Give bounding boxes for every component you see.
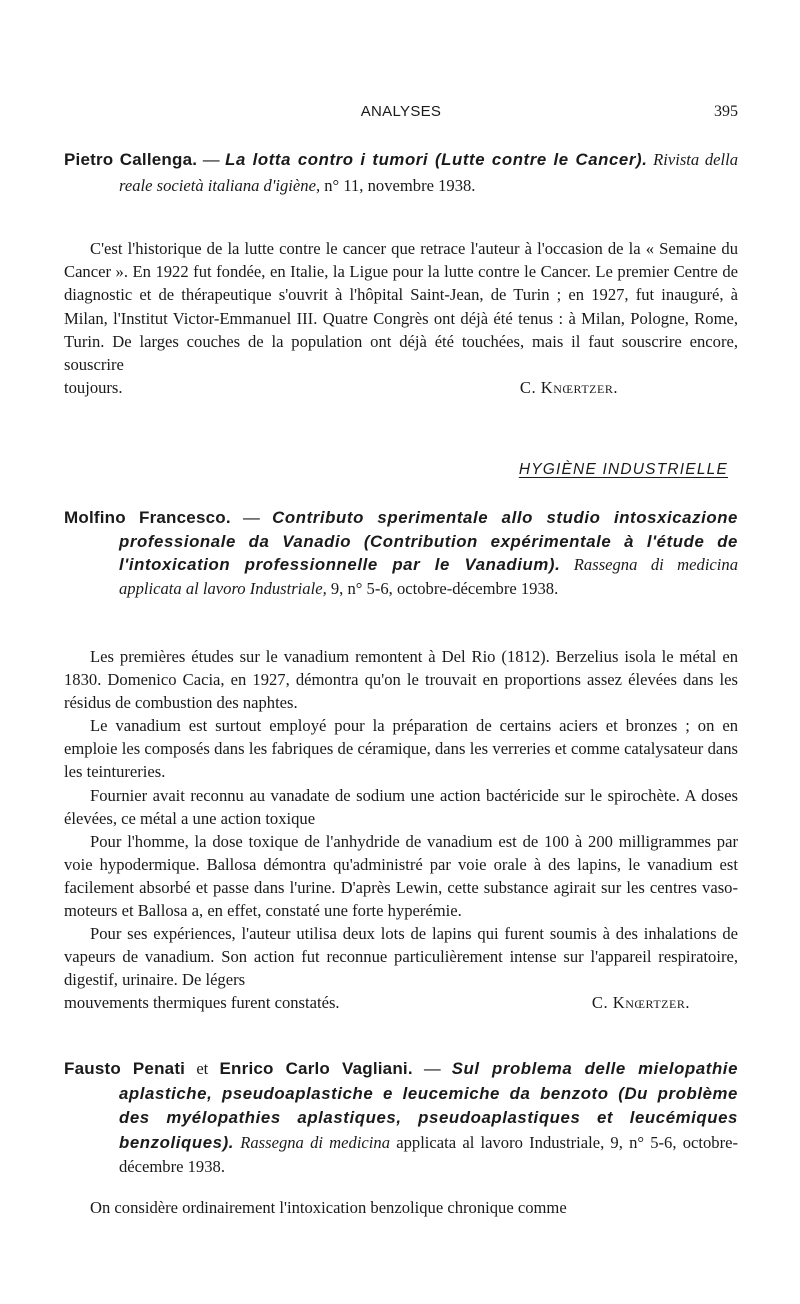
running-title: ANALYSES xyxy=(360,103,442,120)
article-1-abstract xyxy=(64,237,738,399)
article-2-title: Contributo sperimentale allo studio intosxicazione professionale da Vanadio (Contribution expérimentale à l'étude de l'intoxication professionnelle par le Vanadium). xyxy=(119,508,738,574)
article-1-abstract-text: C'est l'historique de la lutte contre le cancer que retrace l'auteur à l'occasion de la « Semaine du Cancer ». En 1922 fut fondée, en Italie, la Ligue pour la lutte contre le Cancer. Le premier Centre de diagnostic et de thérapeutique s'ouvrit à l'hôpital Saint-Jean, de Turin ; en 1927, fut inauguré, à Milan, l'Institut Victor-Emmanuel III. Quatre Congrès ont déjà été tenus : à Milan, Pologne, Rome, Turin. De larges couches de la population ont déjà été touchées, mais il faut souscrire encore, souscrire xyxy=(64,239,738,375)
article-2-paragraph: Le vanadium est surtout employé pour la préparation de certains aciers et bronzes ; on en emploie les composés dans les fabriques de céramique, dans les verreries et comme catalysateur dans les teintureries. xyxy=(64,716,738,782)
section-heading: HYGIÈNE INDUSTRIELLE xyxy=(518,461,728,478)
article-1-signature-line xyxy=(64,376,738,399)
article-1-author: Pietro Callenga. xyxy=(64,150,198,169)
running-header xyxy=(64,100,738,124)
article-1-journal: Rivista della reale società italiana d'igiène, xyxy=(119,150,739,195)
article-1-signature: C. Knœrtzer. xyxy=(519,378,618,398)
article-2-author: Molfino Francesco. xyxy=(64,508,231,527)
article-3-reference xyxy=(64,1057,738,1180)
article-3-abstract-start: On considère ordinairement l'intoxication benzolique chronique comme xyxy=(90,1198,567,1217)
article-2-issue: 9, n° 5-6, octobre-décembre 1938. xyxy=(330,578,559,598)
page-number: 395 xyxy=(714,103,738,120)
article-3-journal: Rassegna di medicina xyxy=(240,1132,391,1152)
article-2-dash: — xyxy=(243,508,260,527)
article-2-signature-line xyxy=(64,991,738,1014)
article-1-abstract-last: toujours. xyxy=(64,378,123,398)
article-2-journal: Rassegna di medicina applicata al lavoro Industriale, xyxy=(119,555,738,598)
article-3-conjunction: et xyxy=(196,1059,209,1078)
article-2-abstract xyxy=(64,645,738,1015)
article-3-author: Fausto Penati xyxy=(64,1059,186,1078)
article-3-issue: applicata al lavoro Industriale, 9, n° 5-6, octobre-décembre 1938. xyxy=(119,1132,738,1176)
article-3-title: Sul problema delle mielopathie aplastiche, pseudoaplastiche e leucemiche da benzoto (Du problème des myélopathies aplastiques, pseudoaplastiques et leucémiques benzoliques). xyxy=(119,1059,739,1152)
article-2-paragraph: Fournier avait reconnu au vanadate de sodium une action bactéricide sur le spirochète. A doses élevées, ce métal a une action toxique xyxy=(64,785,738,828)
article-1-issue: n° 11, novembre 1938. xyxy=(324,176,476,195)
article-1-title: La lotta contro i tumori (Lutte contre le Cancer). xyxy=(225,150,648,169)
article-3-dash: — xyxy=(423,1059,441,1078)
article-2-last-line: mouvements thermiques furent constatés. xyxy=(64,993,340,1013)
article-2-paragraph: Pour l'homme, la dose toxique de l'anhydride de vanadium est de 100 à 200 milligrammes par voie hypodermique. Ballosa démontra qu'administré par voie orale à des lapins, le vanadium est facilement absorbé et passe dans l'urine. D'après Lewin, cette substance agirait sur les centres vaso-moteurs et Ballosa a, en effet, constaté une forte hyperémie. xyxy=(64,831,738,921)
article-1-reference xyxy=(64,147,738,199)
article-3-author-2: Enrico Carlo Vagliani. xyxy=(219,1059,413,1078)
article-2-signature: C. Knœrtzer. xyxy=(591,993,690,1013)
article-1-dash: — xyxy=(202,150,220,169)
article-3-abstract xyxy=(64,1196,738,1219)
article-2-paragraph: Les premières études sur le vanadium remontent à Del Rio (1812). Berzelius isola le métal en 1830. Domenico Cacia, en 1927, démontra qu'on le trouvait en proportions assez élevées dans les résidus de combustion des naphtes. xyxy=(64,647,738,713)
article-2-reference xyxy=(64,506,738,600)
article-2-paragraph: Pour ses expériences, l'auteur utilisa deux lots de lapins qui furent soumis à des inhalations de vapeurs de vanadium. Son action fut reconnue particulièrement intense sur l'appareil respiratoire, digestif, urinaire. De légers xyxy=(64,924,738,990)
